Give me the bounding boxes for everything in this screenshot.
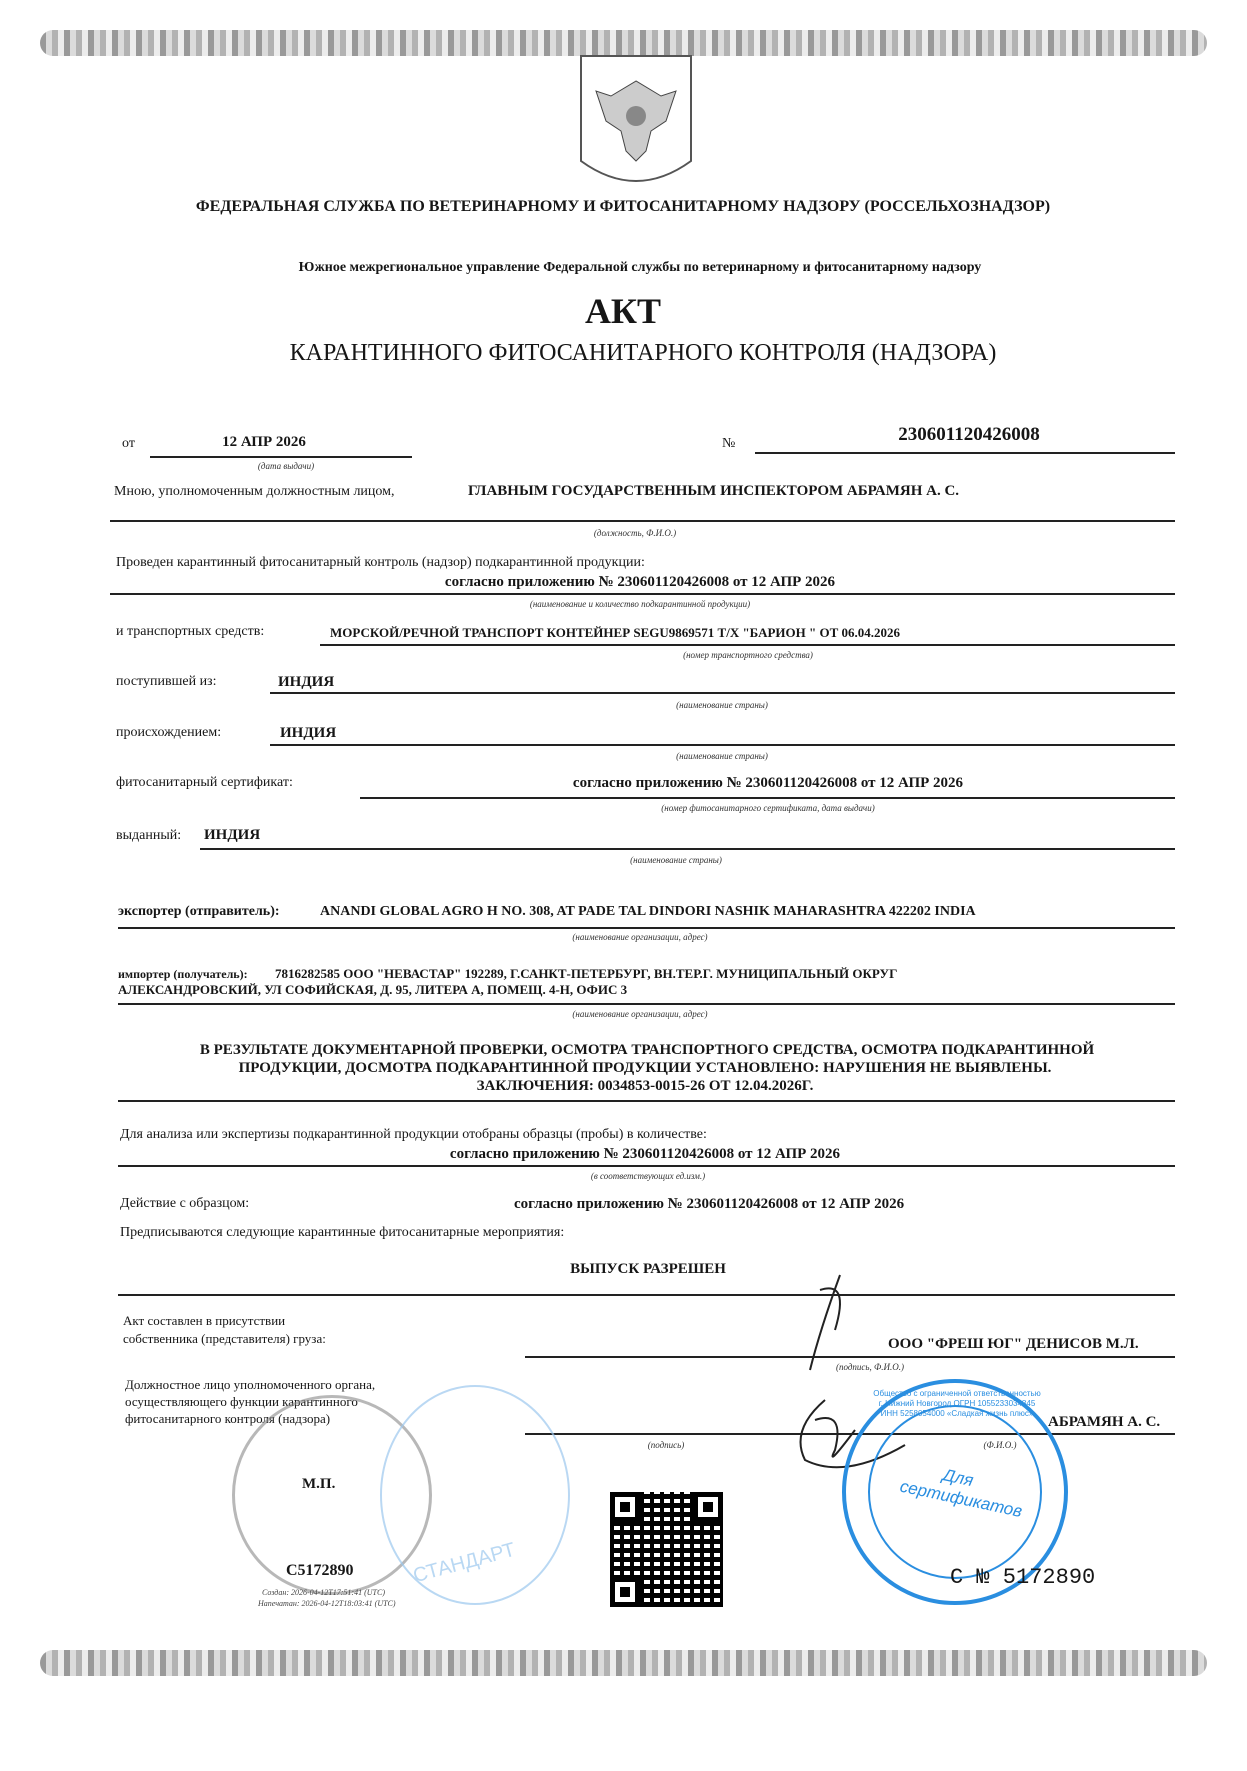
certificate-label: фитосанитарный сертификат:: [116, 775, 293, 790]
number-label: №: [722, 436, 736, 451]
issued-caption: (наименование страны): [630, 855, 722, 865]
created-timestamp: Создан: 2026-04-12T17:51:41 (UTC): [262, 1588, 385, 1597]
owner-label-2: собственника (представителя) груза:: [123, 1331, 326, 1346]
importer-line2: АЛЕКСАНДРОВСКИЙ, УЛ СОФИЙСКАЯ, Д. 95, ЛИТЕРА А, ПОМЕЩ. 4-Н, ОФИС 3: [118, 982, 628, 997]
issued-label: выданный:: [116, 828, 182, 843]
product-label: Проведен карантинный фитосанитарный контроль (надзор) подкарантинной продукции:: [116, 555, 645, 570]
document-title: АКТ: [584, 291, 662, 331]
transport-caption: (номер транспортного средства): [683, 650, 813, 660]
owner-value: ООО "ФРЕШ ЮГ" ДЕНИСОВ М.Л.: [888, 1336, 1139, 1352]
issued-value: ИНДИЯ: [204, 827, 261, 843]
certificate-value: согласно приложению № 230601120426008 от 12 АПР 2026: [572, 775, 964, 791]
samples-value: согласно приложению № 230601120426008 от 12 АПР 2026: [449, 1146, 841, 1162]
date-value: 12 АПР 2026: [222, 434, 306, 450]
coat-of-arms-emblem: [576, 51, 696, 193]
measures-value: ВЫПУСК РАЗРЕШЕН: [570, 1261, 726, 1277]
official-label-1: Должностное лицо уполномоченного органа,: [125, 1377, 376, 1392]
official-value: АБРАМЯН А. С.: [1048, 1414, 1161, 1430]
agency-name: ФЕДЕРАЛЬНАЯ СЛУЖБА ПО ВЕТЕРИНАРНОМУ И ФИТОСАНИТАРНОМУ НАДЗОРУ (РОССЕЛЬХОЗНАДЗОР): [195, 198, 1051, 215]
date-caption: (дата выдачи): [257, 461, 315, 471]
act-number: 230601120426008: [898, 424, 1040, 445]
transport-value: МОРСКОЙ/РЕЧНОЙ ТРАНСПОРТ КОНТЕЙНЕР SEGU9869571 Т/Х "БАРИОН " ОТ 06.04.2026: [330, 625, 901, 640]
sample-action-value: согласно приложению № 230601120426008 от 12 АПР 2026: [514, 1196, 905, 1212]
owner-label-1: Акт составлен в присутствии: [123, 1313, 286, 1328]
mp-label: М.П.: [302, 1476, 336, 1492]
importer-caption: (наименование организации, адрес): [572, 1009, 708, 1019]
importer-label: импортер (получатель):: [118, 967, 248, 981]
arrived-from-caption: (наименование страны): [676, 700, 768, 710]
bottom-ornament-border: [40, 1650, 1207, 1676]
origin-value: ИНДИЯ: [280, 725, 337, 741]
importer-line1: 7816282585 ООО "НЕВАСТАР" 192289, Г.САНКТ-ПЕТЕРБУРГ, ВН.ТЕР.Г. МУНИЦИПАЛЬНЫЙ ОКРУГ: [275, 966, 898, 981]
product-caption: (наименование и количество подкарантинной продукции): [529, 599, 751, 609]
samples-label: Для анализа или экспертизы подкарантинной продукции отобраны образцы (пробы) в количестве:: [120, 1127, 707, 1142]
exporter-label: экспортер (отправитель):: [118, 904, 280, 919]
inspector-value: ГЛАВНЫМ ГОСУДАРСТВЕННЫМ ИНСПЕКТОРОМ АБРАМЯН А. С.: [468, 483, 960, 499]
origin-label: происхождением:: [116, 725, 222, 740]
date-label: от: [122, 436, 135, 451]
owner-caption: (подпись, Ф.И.О.): [835, 1362, 905, 1372]
arrived-from-label: поступившей из:: [116, 674, 217, 689]
samples-caption: (в соответствующих ед.изм.): [590, 1171, 706, 1181]
department-name: Южное межрегиональное управление Федеральной службы по ветеринарному и фитосанитарному надзору: [298, 260, 982, 275]
inspector-label: Мною, уполномоченным должностным лицом,: [114, 484, 395, 499]
standard-stamp: СТАНДАРТ: [380, 1385, 570, 1605]
official-label-3: фитосанитарного контроля (надзора): [125, 1411, 331, 1426]
inspector-caption: (должность, Ф.И.О.): [593, 528, 677, 538]
signature-owner: [780, 1270, 860, 1380]
sample-action-label: Действие с образцом:: [120, 1196, 250, 1211]
transport-label: и транспортных средств:: [116, 624, 265, 639]
arrived-from-value: ИНДИЯ: [278, 674, 335, 690]
printed-timestamp: Напечатан: 2026-04-12T18:03:41 (UTC): [258, 1599, 396, 1608]
origin-caption: (наименование страны): [676, 751, 768, 761]
exporter-value: ANANDI GLOBAL AGRO H NO. 308, AT PADE TAL DINDORI NASHIK MAHARASHTRA 422202 INDIA: [320, 904, 976, 919]
measures-label: Предписываются следующие карантинные фитосанитарные мероприятия:: [120, 1225, 565, 1240]
result-line1: В РЕЗУЛЬТАТЕ ДОКУМЕНТАРНОЙ ПРОВЕРКИ, ОСМОТРА ТРАНСПОРТНОГО СРЕДСТВА, ОСМОТРА ПОДКАРАНТИННОЙ: [199, 1042, 1095, 1058]
official-name-caption: (Ф.И.О.): [983, 1440, 1017, 1450]
company-stamp: Общество с ограниченной ответственностью г. Нижний Новгород ОГРН 1055233034845 ИНН 5258054000 «Сладкая жизнь плюс» Для сертификатов: [842, 1379, 1068, 1605]
form-number: С № 5172890: [950, 1565, 1096, 1590]
exporter-caption: (наименование организации, адрес): [572, 932, 708, 942]
result-line2: ПРОДУКЦИИ, ДОСМОТРА ПОДКАРАНТИННОЙ ПРОДУКЦИИ УСТАНОВЛЕНО: НАРУШЕНИЯ НЕ ВЫЯВЛЕНЫ.: [238, 1060, 1052, 1076]
document-subtitle: КАРАНТИННОГО ФИТОСАНИТАРНОГО КОНТРОЛЯ (НАДЗОРА): [289, 340, 997, 366]
product-value: согласно приложению № 230601120426008 от 12 АПР 2026: [444, 574, 836, 590]
qr-code[interactable]: [610, 1492, 723, 1607]
official-label-2: осуществляющего функции карантинного: [125, 1394, 358, 1409]
official-sign-caption: (подпись): [647, 1440, 685, 1450]
seal-serial: С5172890: [286, 1562, 354, 1579]
certificate-caption: (номер фитосанитарного сертификата, дата выдачи): [661, 803, 875, 813]
result-line3: ЗАКЛЮЧЕНИЯ: 0034853-0015-26 ОТ 12.04.2026Г.: [476, 1078, 814, 1094]
